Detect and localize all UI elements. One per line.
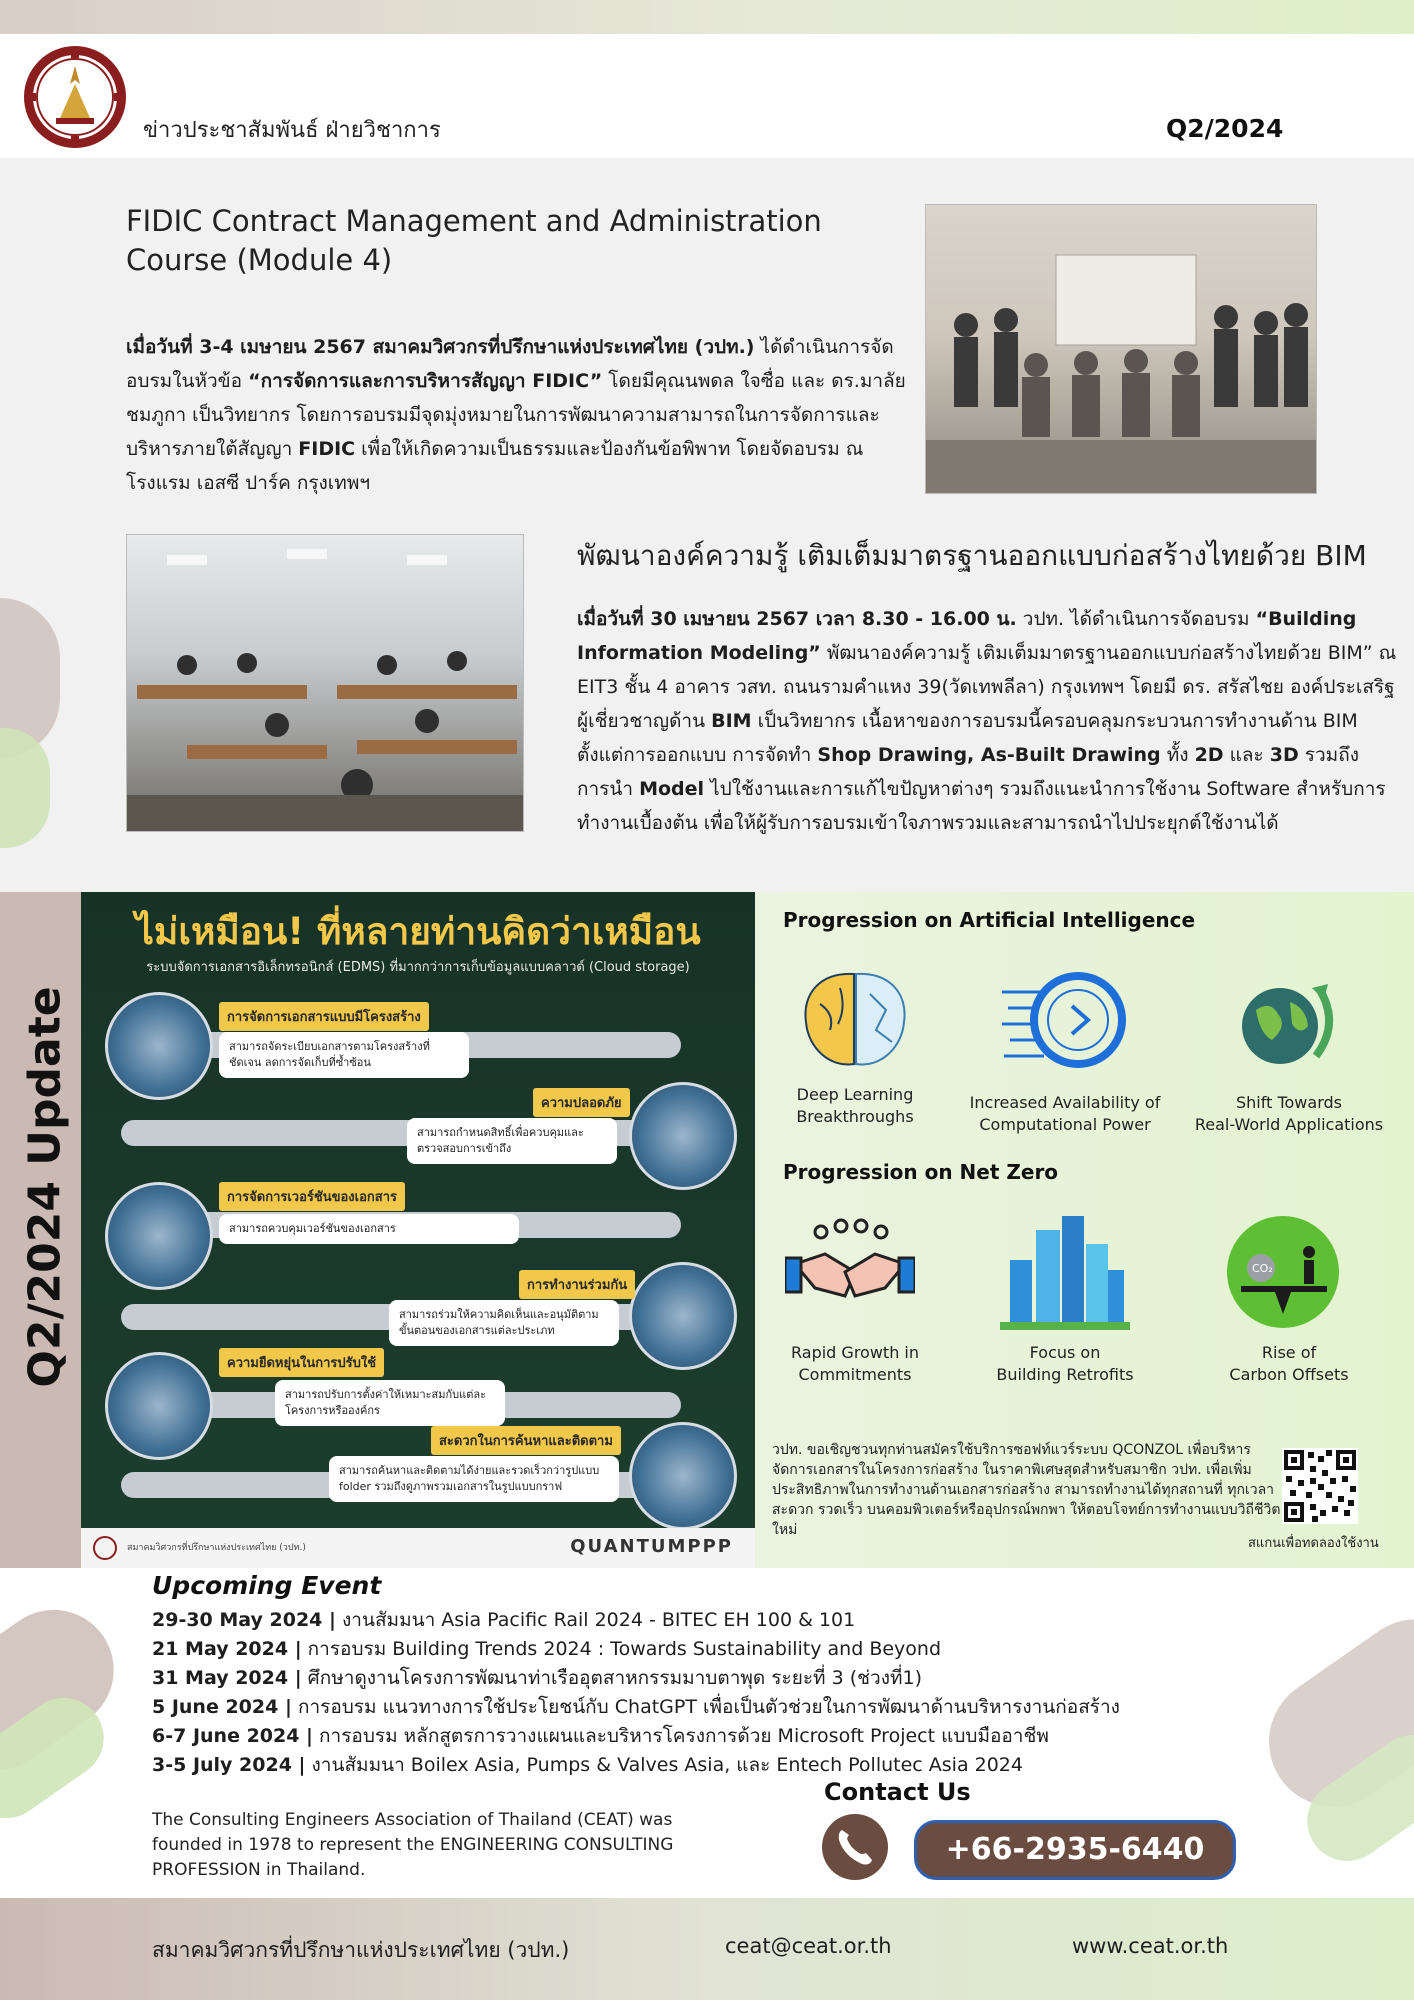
infographic-subhead: ระบบจัดการเอกสารอิเล็กทรอนิกส์ (EDMS) ที่มากกว่าการเก็บข้อมูลแบบคลาวด์ (Cloud storage) [146, 960, 690, 975]
footer-website-link[interactable]: www.ceat.or.th [1072, 1934, 1229, 1958]
co2-balance-icon [1225, 1214, 1355, 1334]
laptop-version-icon [105, 1182, 213, 1290]
buildings-icon [1000, 1210, 1130, 1330]
feature-card: สามารถร่วมให้ความคิดเห็นและอนุมัติตามขั้นตอนของเอกสารแต่ละประเภท [389, 1300, 619, 1346]
feature-card: สามารถจัดระเบียบเอกสารตามโครงสร้างที่ชัดเจน ลดการจัดเก็บที่ซ้ำซ้อน [219, 1032, 469, 1078]
qr-caption: สแกนเพื่อทดลองใช้งาน [1248, 1536, 1379, 1551]
about-ceat: The Consulting Engineers Association of Thailand (CEAT) was founded in 1978 to represent the ENGINEERING CONSULTING PROFESSION in Thailand. [152, 1810, 674, 1880]
ceat-mini-logo-icon [93, 1536, 117, 1560]
netzero-caption: Rise of Carbon Offsets [1229, 1343, 1349, 1384]
feature-tag: การจัดการเอกสารแบบมีโครงสร้าง [219, 1002, 429, 1031]
footer-email-link[interactable]: ceat@ceat.or.th [725, 1934, 892, 1958]
workflow-icon [105, 1352, 213, 1460]
edms-infographic [81, 892, 755, 1568]
netzero-caption: Rapid Growth in Commitments [791, 1343, 919, 1384]
contact-title: Contact Us [824, 1778, 971, 1806]
feature-tag: สะดวกในการค้นหาและติดตาม [431, 1426, 621, 1455]
phone-icon[interactable] [822, 1814, 888, 1880]
speed-clock-icon [1000, 964, 1130, 1084]
list-item: 3-5 July 2024 | งานสัมมนา Boilex Asia, Pumps & Valves Asia, และ Entech Pollutec Asia 2024 [152, 1754, 1023, 1776]
feature-card: สามารถควบคุมเวอร์ชันของเอกสาร [219, 1214, 519, 1244]
article1-body: เมื่อวันที่ 3-4 เมษายน 2567 สมาคมวิศวกรที่ปรึกษาแห่งประเทศไทย (วปท.) ได้ดำเนินการจัดอบรมในหัวข้อ “การจัดการและการบริหารสัญญา FIDIC” โดยมีคุณนพดล ใจซื่อ และ ดร.มาลัย ชมภูกา เป็นวิทยากร โดยการอบรมมีจุดมุ่งหมายในการพัฒนาความสามารถในการจัดการและบริหารภายใต้สัญญา FIDIC เพื่อให้เกิดความเป็นธรรมและป้องกันข้อพิพาท โดยจัดอบรม ณ โรงแรม เอสซี ปาร์ค กรุงเทพฯ [126, 336, 906, 494]
qr-code-icon[interactable] [1282, 1448, 1358, 1524]
ceat-seal-icon [22, 44, 128, 150]
qconzol-promo-text: วปท. ขอเชิญชวนทุกท่านสมัครใช้บริการซอฟท์แวร์ระบบ QCONZOL เพื่อบริหารจัดการเอกสารในโครงการก่อสร้าง ในราคาพิเศษสุดสำหรับสมาชิก วปท. เพื่อเพิ่มประสิทธิภาพในการทำงานด้านเอกสารก่อสร้าง สามารถทำงานได้ทุกสถานที่ ทุกเวลา สะดวก รวดเร็ว บนคอมพิวเตอร์หรืออุปกรณ์พกพา ให้ตอบโจทย์การทำงานแบบวิถีชีวิตใหม่ [772, 1442, 1281, 1538]
infographic-headline: ไม่เหมือน! ที่หลายท่านคิดว่าเหมือน [135, 910, 701, 953]
top-color-strip [0, 0, 1414, 34]
header-quarter: Q2/2024 [1166, 114, 1284, 143]
article1-title: FIDIC Contract Management and Administration Course (Module 4) [126, 204, 822, 277]
list-item: 5 June 2024 | การอบรม แนวทางการใช้ประโยชน์กับ ChatGPT เพื่อเป็นตัวช่วยในการพัฒนาด้านบริหารงานก่อสร้าง [152, 1696, 1120, 1718]
feature-tag: การทำงานร่วมกัน [519, 1270, 635, 1299]
events-section [0, 1568, 1414, 1898]
bim-training-photo [126, 534, 524, 832]
brain-icon [790, 964, 920, 1084]
search-graph-icon [629, 1422, 737, 1530]
feature-tag: การจัดการเวอร์ชันของเอกสาร [219, 1182, 405, 1211]
header-title: ข่าวประชาสัมพันธ์ ฝ่ายวิชาการ [143, 118, 441, 143]
list-item: 6-7 June 2024 | การอบรม หลักสูตรการวางแผนและบริหารโครงการด้วย Microsoft Project แบบมืออาชีพ [152, 1725, 1049, 1747]
globe-arrow-icon [1220, 964, 1350, 1084]
ai-caption: Deep Learning Breakthroughs [796, 1085, 914, 1126]
cloud-docs-icon [105, 992, 213, 1100]
page-footer [0, 1898, 1414, 2000]
feature-card: สามารถปรับการตั้งค่าให้เหมาะสมกับแต่ละโครงการหรือองค์กร [275, 1380, 505, 1426]
ai-section-title: Progression on Artificial Intelligence [783, 908, 1196, 932]
fidic-group-photo [925, 204, 1317, 494]
article2-title: พัฒนาองค์ความรู้ เติมเต็มมาตรฐานออกแบบก่อสร้างไทยด้วย BIM [577, 539, 1367, 572]
article2-body: เมื่อวันที่ 30 เมษายน 2567 เวลา 8.30 - 16.00 น. วปท. ได้ดำเนินการจัดอบรม “Building Information Modeling” พัฒนาองค์ความรู้ เติมเต็มมาตรฐานออกแบบก่อสร้างไทยด้วย BIM” ณ EIT3 ชั้น 4 อาคาร วสท. ถนนรามคำแหง 39(วัดเทพลีลา) กรุงเทพฯ โดยมี ดร. สรัสไชย องค์ประเสริฐ ผู้เชี่ยวชาญด้าน BIM เป็นวิทยากร เนื้อหาของการอบรมนี้ครอบคลุมกระบวนการทำงานด้าน BIM ตั้งแต่การออกแบบ การจัดทำ Shop Drawing, As-Built Drawing ทั้ง 2D และ 3D รวมถึงการนำ Model ไปใช้งานและการแก้ไขปัญหาต่างๆ รวมถึงแนะนำการใช้งาน Software สำหรับการทำงานเบื้องต้น เพื่อให้ผู้รับการอบรมเข้าใจภาพรวมและสามารถนำไปประยุกต์ใช้งานได้ [577, 608, 1397, 834]
list-item: 29-30 May 2024 | งานสัมมนา Asia Pacific Rail 2024 - BITEC EH 100 & 101 [152, 1609, 856, 1631]
ai-caption: Shift Towards Real-World Applications [1194, 1093, 1384, 1134]
events-list [152, 1606, 1272, 1780]
feature-card: สามารถค้นหาและติดตามได้ง่ายและรวดเร็วกว่ารูปแบบ folder รวมถึงดูภาพรวมเอกสารในรูปแบบกราฟ [329, 1456, 619, 1502]
team-network-icon [629, 1262, 737, 1370]
update-vertical-label: Q2/2024 Update [19, 986, 71, 1388]
feature-card: สามารถกำหนดสิทธิ์เพื่อควบคุมและตรวจสอบการเข้าถึง [407, 1118, 617, 1164]
handshake-icon [785, 1214, 915, 1334]
svg-text:CO₂: CO₂ [1252, 1262, 1273, 1275]
phone-number-button[interactable]: +66-2935-6440 [914, 1820, 1236, 1880]
feature-tag: ความยืดหยุ่นในการปรับใช้ [219, 1348, 384, 1377]
feature-tag: ความปลอดภัย [533, 1088, 630, 1117]
quantum-brand: QUANTUMPPP [570, 1536, 733, 1557]
events-title: Upcoming Event [152, 1571, 382, 1600]
update-section [0, 892, 1414, 1568]
decorative-shape [0, 728, 50, 848]
footer-org: สมาคมวิศวกรที่ปรึกษาแห่งประเทศไทย (วปท.) [152, 1938, 570, 1962]
netzero-section-title: Progression on Net Zero [783, 1160, 1059, 1184]
list-item: 31 May 2024 | ศึกษาดูงานโครงการพัฒนาท่าเรืออุตสาหกรรมมาบตาพุด ระยะที่ 3 (ช่วงที่1) [152, 1667, 922, 1689]
netzero-caption: Focus on Building Retrofits [996, 1343, 1134, 1384]
page-header [0, 34, 1414, 158]
ai-caption: Increased Availability of Computational Power [969, 1093, 1161, 1134]
list-item: 21 May 2024 | การอบรม Building Trends 2024 : Towards Sustainability and Beyond [152, 1638, 942, 1660]
infographic-footer: สมาคมวิศวกรที่ปรึกษาแห่งประเทศไทย (วปท.) QUANTUMPPP [81, 1528, 755, 1568]
lock-shield-icon [629, 1082, 737, 1190]
news-section [0, 158, 1414, 892]
